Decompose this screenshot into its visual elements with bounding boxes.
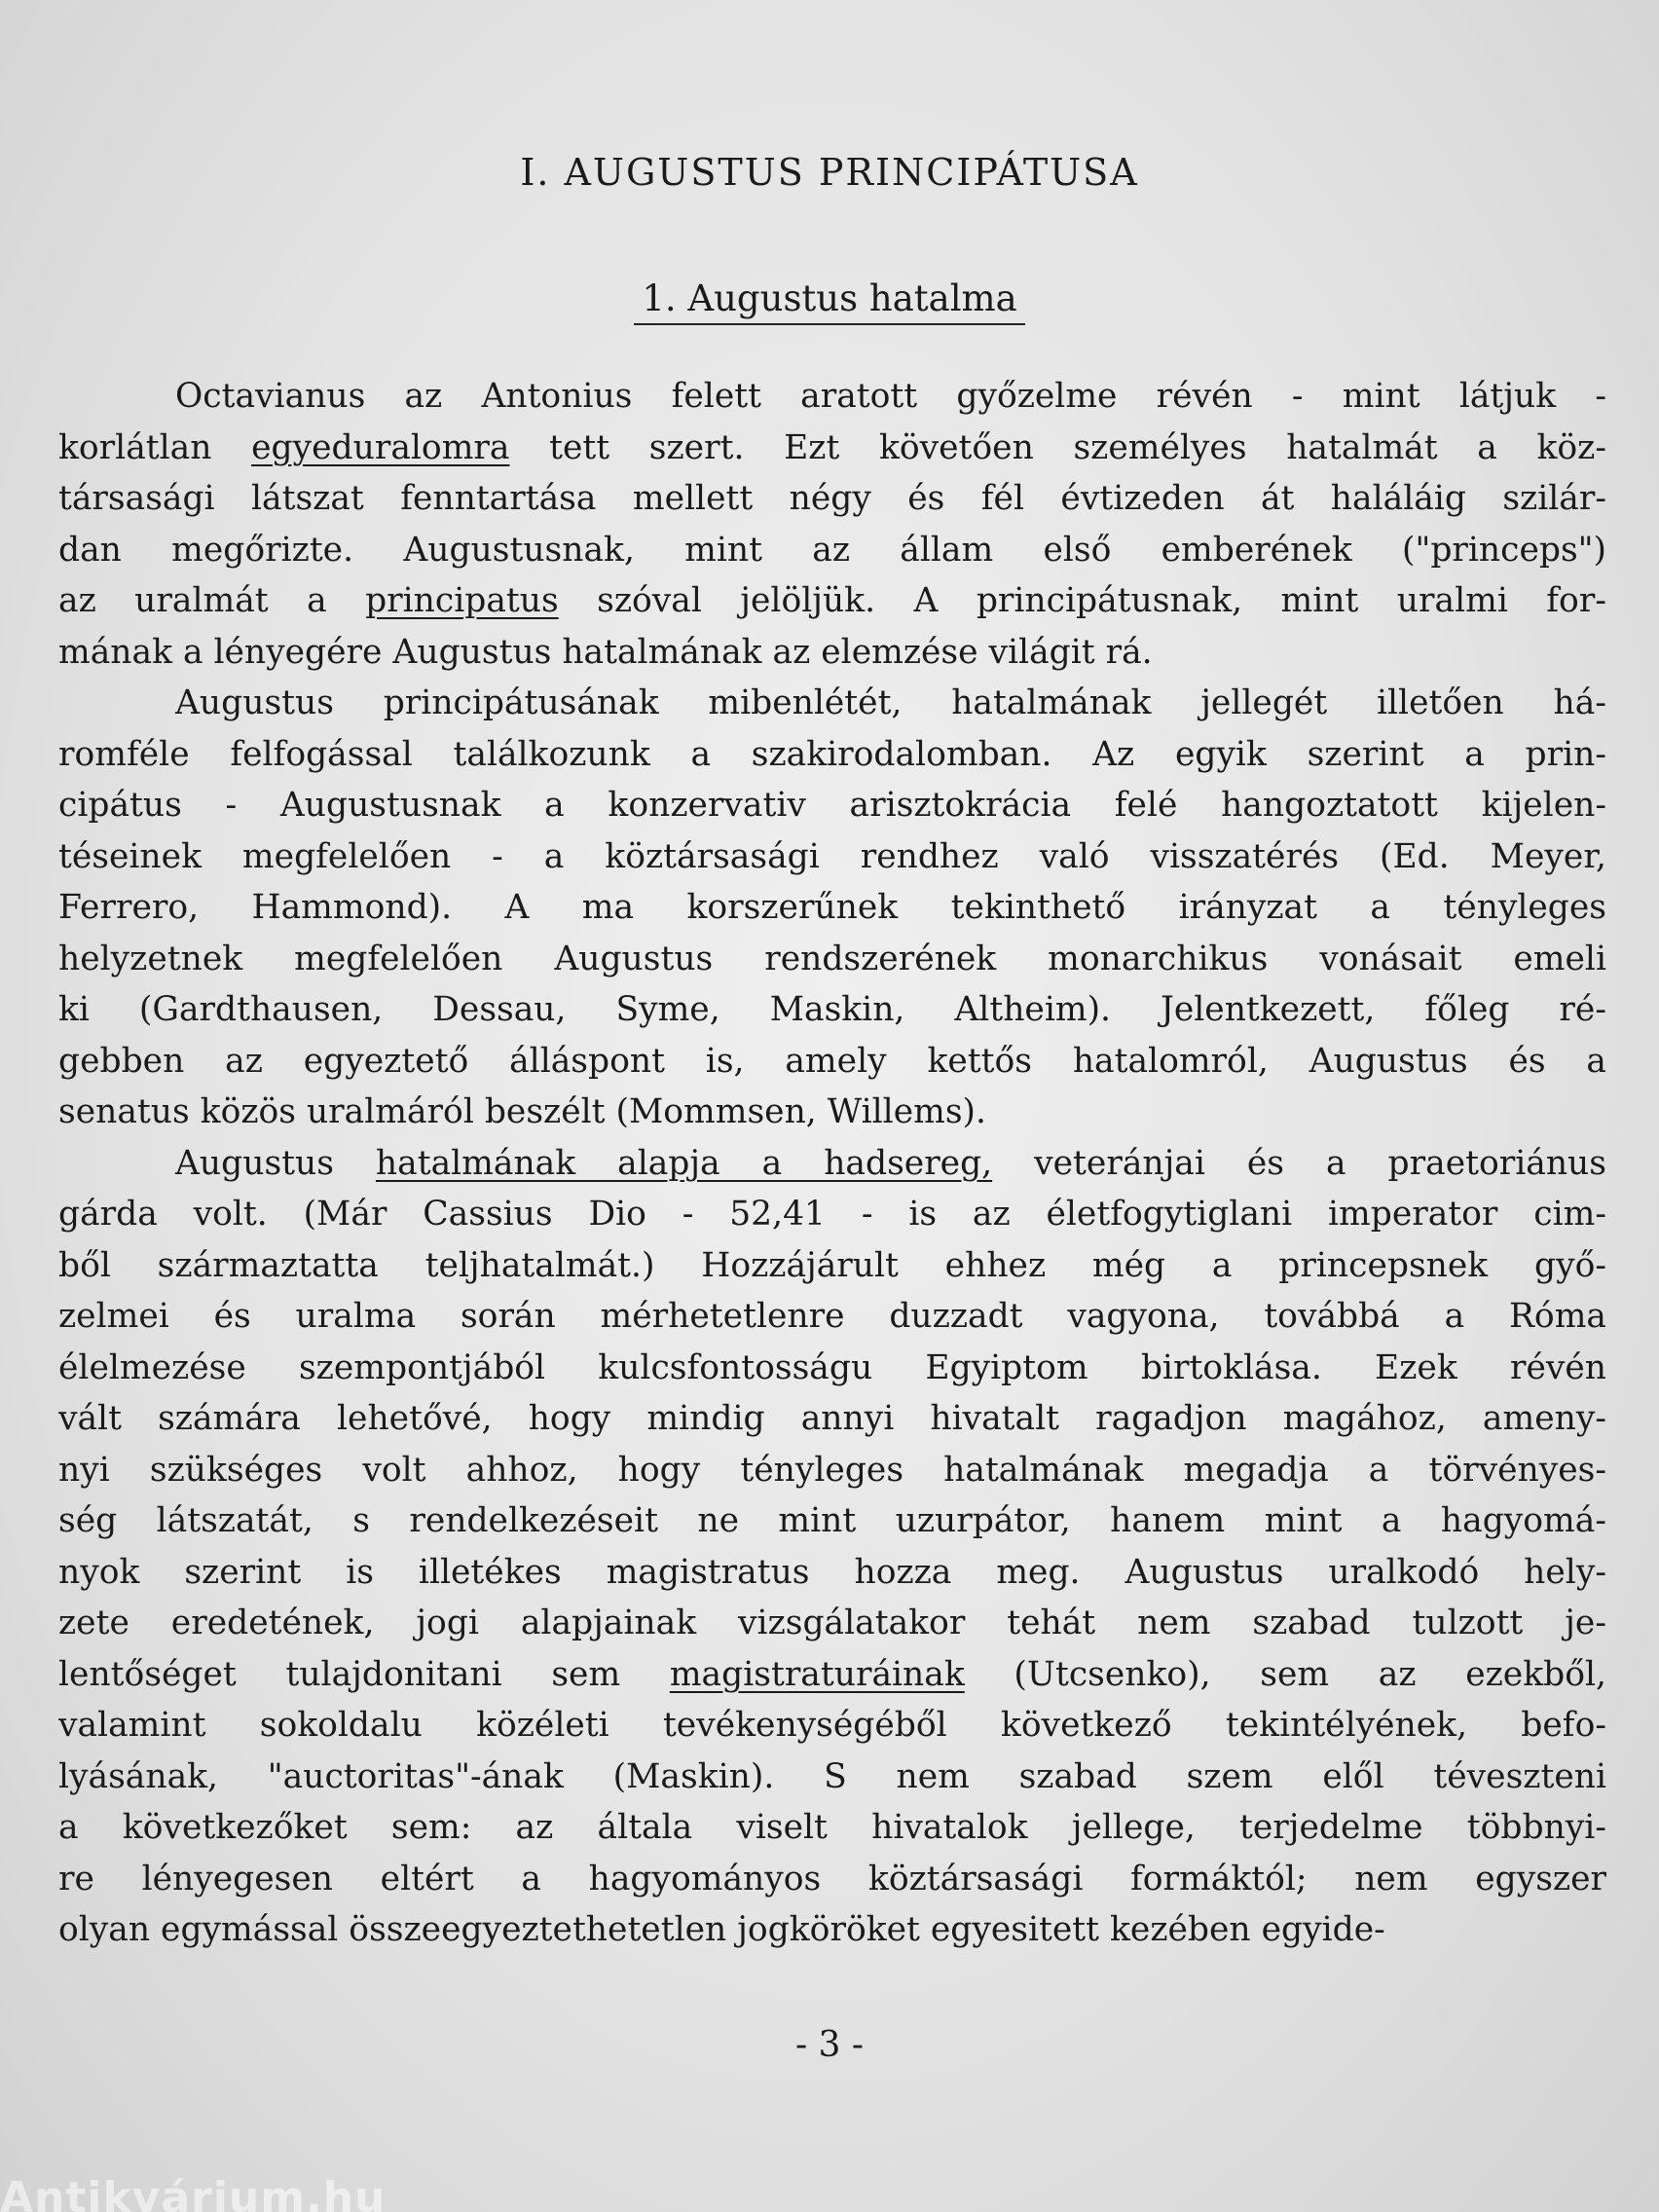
text-line: téseinek megfelelően - a köztársasági rendhez való visszatérés (Ed. Meyer, <box>58 836 1606 876</box>
text-line: ből származtatta teljhatalmát.) Hozzájárult ehhez még a princepsnek győ- <box>58 1245 1606 1285</box>
line-text: korlátlan <box>58 427 252 467</box>
text-line: lyásának, "auctoritas"-ának (Maskin). S nem szabad szem elől téveszteni <box>58 1756 1606 1796</box>
chapter-title: I. AUGUSTUS PRINCIPÁTUSA <box>520 151 1139 194</box>
text-line: élelmezése szempontjából kulcsfontosságu Egyiptom birtoklása. Ezek révén <box>58 1347 1606 1387</box>
text-line: ség látszatát, s rendelkezéseit ne mint uzurpátor, hanem mint a hagyomá- <box>58 1501 1606 1540</box>
text-line: olyan egymással összeegyeztethetetlen jogköröket egyesitett kezében egyide- <box>58 1910 1385 1949</box>
text-line: a következőket sem: az általa viselt hivatalok jellege, terjedelme többnyi- <box>58 1808 1606 1847</box>
line-text: veteránjai és a praetoriánus <box>992 1143 1606 1183</box>
text-line: zelmei és uralma során mérhetetlenre duzzadt vagyona, továbbá a Róma <box>58 1297 1606 1336</box>
text-line <box>58 1649 1606 1701</box>
line-text: lentőséget tulajdonitani sem <box>58 1654 670 1694</box>
body-text <box>58 371 1606 1956</box>
paragraph <box>58 371 1606 678</box>
text-line: társasági látszat fenntartása mellett négy és fél évtizeden át haláláig szilár- <box>58 479 1606 518</box>
text-line: helyzetnek megfelelően Augustus rendszerének monarchikus vonásait emeli <box>58 939 1606 978</box>
underlined-term: magistraturáinak <box>669 1654 965 1694</box>
text-line: nyi szükséges volt ahhoz, hogy tényleges hatalmának megadja a törvényes- <box>58 1450 1606 1490</box>
text-line: nyok szerint is illetékes magistratus hozza meg. Augustus uralkodó hely- <box>58 1552 1606 1592</box>
underlined-term: principatus <box>365 581 559 620</box>
paragraph <box>58 678 1606 1138</box>
page-number: - 3 - <box>794 2025 865 2065</box>
text-line: dan megőrizte. Augustusnak, mint az állam első emberének ("princeps") <box>58 530 1606 570</box>
text-line: valamint sokoldalu közéleti tevékenységéből következő tekintélyének, befo- <box>58 1706 1606 1745</box>
text-line: senatus közös uralmáról beszélt (Mommsen, Willems). <box>58 1092 986 1131</box>
section-title <box>0 277 1659 325</box>
line-text: Augustus <box>175 1143 376 1183</box>
line-text: tett szert. Ezt követően személyes hatalmát a köz- <box>509 427 1606 467</box>
underlined-term: hatalmának alapja a hadsereg, <box>375 1143 993 1183</box>
text-line: re lényegesen eltért a hagyományos köztársasági formáktól; nem egyszer <box>58 1859 1606 1899</box>
text-line: gárda volt. (Már Cassius Dio - 52,41 - is az életfogytiglani imperator cim- <box>58 1195 1606 1234</box>
paragraph <box>58 1138 1606 1956</box>
text-line: ki (Gardthausen, Dessau, Syme, Maskin, Altheim). Jelentkezett, főleg ré- <box>58 990 1606 1029</box>
text-line: cipátus - Augustusnak a konzervativ arisztokrácia felé hangoztatott kijelen- <box>58 786 1606 825</box>
watermark: Antikvárium.hu <box>0 2177 387 2212</box>
text-line <box>58 575 1606 627</box>
text-line: romféle felfogással találkozunk a szakirodalomban. Az egyik szerint a prin- <box>58 734 1606 774</box>
line-text: az uralmát a <box>58 581 366 620</box>
text-line: gebben az egyeztető álláspont is, amely kettős hatalomról, Augustus és a <box>58 1041 1606 1081</box>
line-text: (Utcsenko), sem az ezekből, <box>964 1654 1606 1694</box>
text-line: mának a lényegére Augustus hatalmának az elemzése világit rá. <box>58 632 1153 672</box>
text-line <box>58 423 1606 474</box>
section-title-text: 1. Augustus hatalma <box>634 277 1024 325</box>
line-text: szóval jelöljük. A principátusnak, mint uralmi for- <box>558 581 1606 620</box>
text-line: Augustus principátusának mibenlétét, hatalmának jellegét illetően há- <box>175 683 1606 722</box>
underlined-term: egyeduralomra <box>251 427 510 467</box>
text-line: zete eredetének, jogi alapjainak vizsgálatakor tehát nem szabad tulzott je- <box>58 1604 1606 1642</box>
text-line: Octavianus az Antonius felett aratott győzelme révén - mint látjuk - <box>175 377 1606 416</box>
text-line: vált számára lehetővé, hogy mindig annyi hivatalt ragadjon magához, ameny- <box>58 1399 1606 1438</box>
text-line: Ferrero, Hammond). A ma korszerűnek tekinthető irányzat a tényleges <box>58 888 1606 927</box>
text-line <box>58 1138 1606 1190</box>
